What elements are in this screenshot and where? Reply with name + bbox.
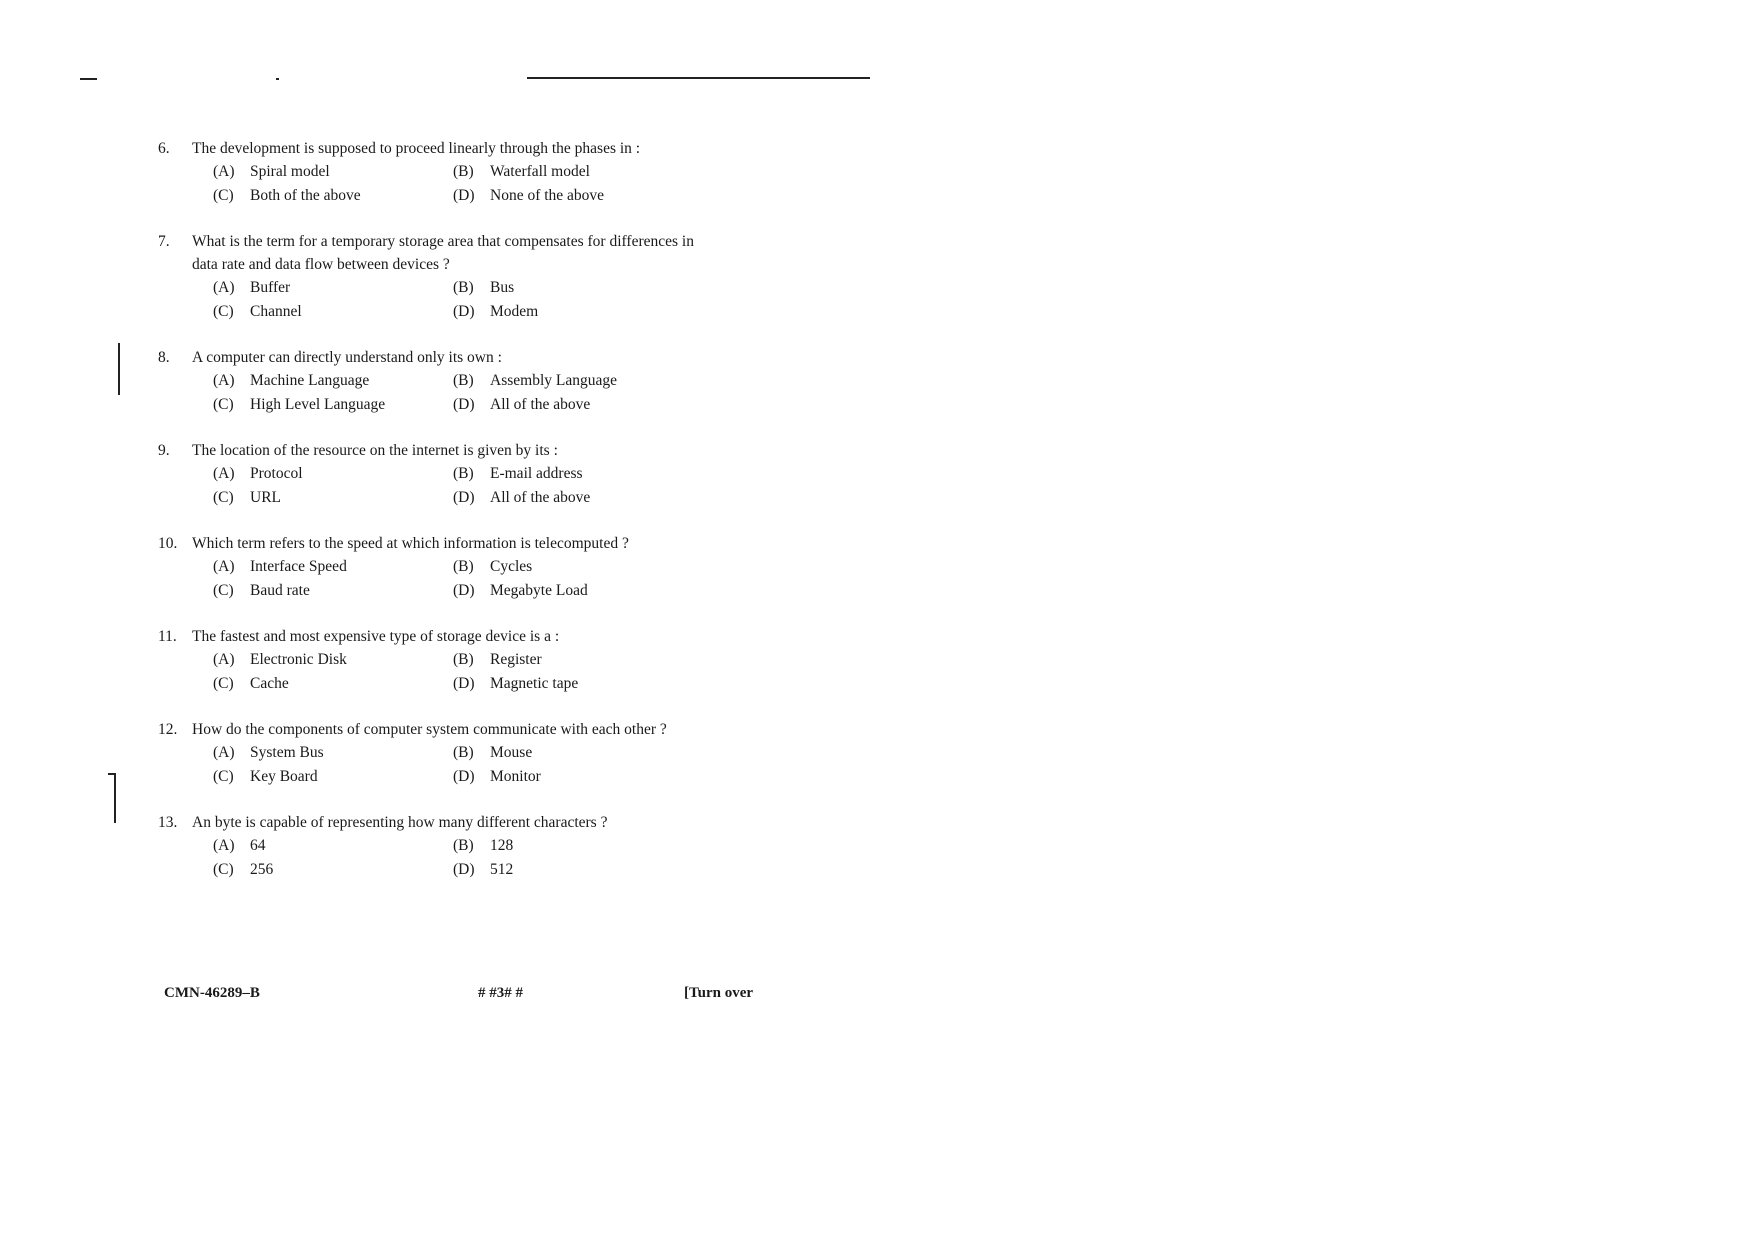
option-text: Spiral model [250,163,330,180]
option-item [453,276,693,300]
question-stem [158,625,718,648]
option-letter: (B) [453,465,474,482]
option-text: 512 [490,860,514,878]
question-number: 13. [158,814,178,831]
option-letter: (C) [213,674,234,692]
option-letter: (D) [453,860,475,878]
option-item [453,672,693,696]
option-item [213,462,453,486]
question-stem [158,230,718,276]
option-letter: (B) [453,837,474,854]
option-letter: (A) [213,279,235,296]
question-text: What is the term for a temporary storage area that compensates for differences in data rate and data flow between devices ? [192,233,694,273]
option-letter: (D) [453,488,475,506]
footer-page-number: # #3# # [478,985,523,1001]
margin-bracket-upper [118,343,120,395]
option-item [213,184,453,208]
question-text: The location of the resource on the internet is given by its : [192,442,558,459]
option-text: Bus [490,279,515,296]
option-letter: (C) [213,302,234,320]
option-letter: (C) [213,860,234,878]
option-item [453,555,693,579]
question-text: How do the components of computer system communicate with each other ? [192,721,667,738]
options-grid [213,160,718,207]
option-text: Both of the above [250,186,361,204]
question-text: An byte is capable of representing how many different characters ? [192,814,608,831]
option-item [453,393,693,417]
option-item [213,160,453,184]
option-text: System Bus [250,744,324,761]
option-text: 128 [490,837,514,854]
option-item [213,672,453,696]
option-letter: (A) [213,744,235,761]
option-text: E-mail address [490,465,583,482]
option-text: Electronic Disk [250,651,347,668]
option-letter: (C) [213,581,234,599]
margin-bracket-lower [114,773,116,823]
question-text: A computer can directly understand only its own : [192,349,502,366]
option-item [213,834,453,858]
option-item [453,486,693,510]
option-letter: (D) [453,674,475,692]
scan-mark-top-dot [276,78,279,80]
question-stem [158,811,718,834]
option-letter: (A) [213,558,235,575]
option-letter: (A) [213,372,235,389]
option-item [213,648,453,672]
option-item [453,369,693,393]
option-item [453,858,693,882]
option-letter: (D) [453,767,475,785]
options-grid [213,462,718,509]
question-number: 9. [158,442,170,459]
option-letter: (C) [213,767,234,785]
question-text: The fastest and most expensive type of storage device is a : [192,628,560,645]
question-number: 10. [158,535,178,552]
option-text: Channel [250,302,302,320]
option-letter: (B) [453,558,474,575]
option-item [453,160,693,184]
option-item [453,741,693,765]
option-letter: (A) [213,837,235,854]
question-4 [158,439,718,509]
option-item [453,765,693,789]
option-item [453,184,693,208]
option-item [453,579,693,603]
question-text: Which term refers to the speed at which information is telecomputed ? [192,535,629,552]
option-text: Waterfall model [490,163,590,180]
option-letter: (D) [453,395,475,413]
options-grid [213,741,718,788]
option-text: Modem [490,302,539,320]
option-item [453,834,693,858]
question-number: 8. [158,349,170,366]
option-item [213,579,453,603]
option-item [453,648,693,672]
option-text: Key Board [250,767,318,785]
option-letter: (B) [453,744,474,761]
option-item [213,555,453,579]
question-6 [158,625,718,695]
option-letter: (A) [213,651,235,668]
option-text: Megabyte Load [490,581,588,599]
option-text: Baud rate [250,581,310,599]
option-text: Assembly Language [490,372,617,389]
option-letter: (D) [453,581,475,599]
option-letter: (C) [213,186,234,204]
footer-turn-over: [Turn over [684,985,754,1001]
option-item [213,858,453,882]
option-text: Monitor [490,767,541,785]
option-text: All of the above [490,488,591,506]
option-text: Buffer [250,279,291,296]
option-letter: (D) [453,302,475,320]
option-item [213,300,453,324]
question-number: 12. [158,721,178,738]
question-stem [158,718,718,741]
option-letter: (D) [453,186,475,204]
question-1 [158,137,718,207]
question-7 [158,718,718,788]
option-letter: (B) [453,279,474,296]
question-number: 7. [158,233,170,250]
options-grid [213,276,718,323]
header-rule [527,77,870,79]
question-stem [158,137,718,160]
option-letter: (C) [213,395,234,413]
option-letter: (C) [213,488,234,506]
question-8 [158,811,718,881]
footer-code: CMN-46289–B [164,985,260,1001]
option-text: High Level Language [250,395,386,413]
option-text: Mouse [490,744,533,761]
option-text: Cache [250,674,289,692]
option-text: URL [250,488,281,506]
option-item [213,741,453,765]
option-letter: (B) [453,651,474,668]
question-number: 11. [158,628,177,645]
option-item [213,276,453,300]
options-grid [213,834,718,881]
option-item [453,462,693,486]
option-text: Protocol [250,465,303,482]
margin-bracket-lower-tick [108,773,116,775]
option-item [213,369,453,393]
option-text: 64 [250,837,266,854]
question-3 [158,346,718,416]
question-number: 6. [158,140,170,157]
question-stem [158,532,718,555]
question-text: The development is supposed to proceed linearly through the phases in : [192,140,641,157]
option-item [213,486,453,510]
option-text: Machine Language [250,372,370,389]
options-grid [213,555,718,602]
question-list [158,137,718,904]
question-stem [158,439,718,462]
option-letter: (A) [213,163,235,180]
option-text: Interface Speed [250,558,347,575]
option-item [213,765,453,789]
option-letter: (B) [453,372,474,389]
option-text: Magnetic tape [490,674,579,692]
scan-mark-top-left [80,78,97,80]
option-letter: (A) [213,465,235,482]
question-2 [158,230,718,323]
options-grid [213,648,718,695]
question-5 [158,532,718,602]
option-text: None of the above [490,186,605,204]
option-text: Cycles [490,558,533,575]
question-stem [158,346,718,369]
options-grid [213,369,718,416]
option-item [453,300,693,324]
option-letter: (B) [453,163,474,180]
option-item [213,393,453,417]
option-text: 256 [250,860,274,878]
option-text: All of the above [490,395,591,413]
option-text: Register [490,651,542,668]
